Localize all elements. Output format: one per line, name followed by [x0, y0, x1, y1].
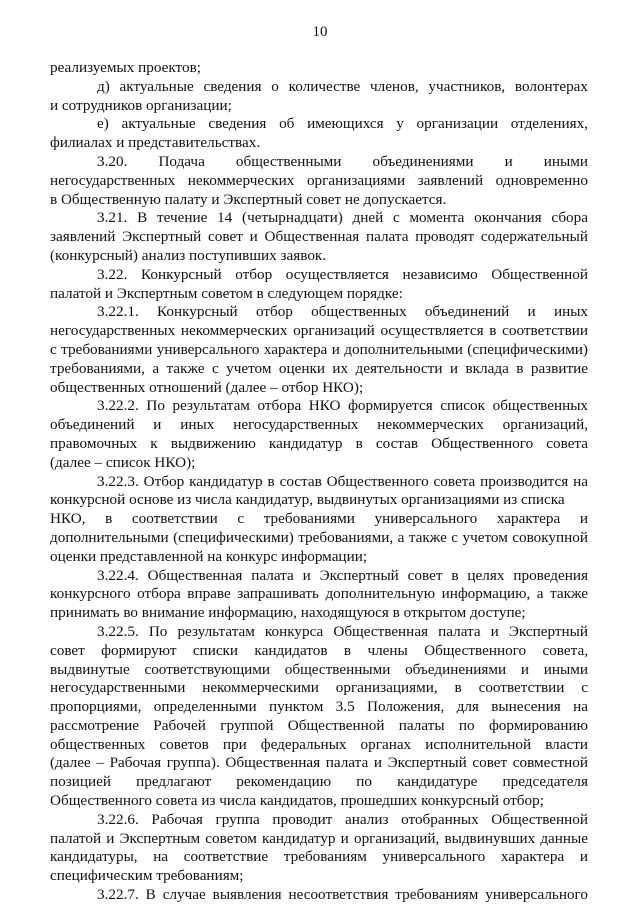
text-line: палатой и Экспертным советом кандидатур и организаций, выдвинувших данные	[50, 829, 588, 847]
text-line: негосударственных некоммерческих организациями заявлений одновременно	[50, 171, 588, 189]
text-line: 3.22.2. По результатам отбора НКО формируется список общественных	[97, 397, 588, 415]
text-line: конкурсного отбора вправе запрашивать дополнительную информацию, а также	[50, 585, 588, 603]
text-line: с требованиями универсального характера и дополнительными (специфическими)	[50, 340, 588, 358]
text-line: реализуемых проектов;	[50, 59, 201, 76]
text-line: негосударственных некоммерческих организаций осуществляется в соответствии	[50, 322, 588, 340]
text-line: в Общественную палату и Экспертный совет не допускается.	[50, 190, 447, 208]
text-line: конкурсной основе из числа кандидатур, выдвинутых организациями из списка	[50, 491, 565, 509]
text-line: заявлений Экспертный совет и Общественная палата проводят содержательный	[50, 228, 588, 246]
text-line: е) актуальные сведения об имеющихся у организации отделениях,	[97, 115, 588, 133]
text-line: 3.22.6. Рабочая группа проводит анализ отобранных Общественной	[97, 810, 588, 828]
text-line: филиалах и представительствах.	[50, 134, 261, 152]
text-line: дополнительными (специфическими) требованиями, а также с учетом совокупной	[50, 528, 588, 546]
text-line: 3.22.7. В случае выявления несоответствия требованиям универсального	[97, 886, 588, 904]
text-line: выдвинутые соответствующими общественными объединениями и иными	[50, 660, 588, 678]
text-line: оценки представленной на конкурс информации;	[50, 547, 368, 565]
text-line: общественных советов при федеральных органах исполнительной власти	[50, 735, 588, 753]
text-line: 3.22.3. Отбор кандидатур в состав Общественного совета производится на	[97, 472, 588, 490]
text-line: (далее – Рабочая группа). Общественная палата и Экспертный совет совместной	[50, 754, 588, 772]
text-line: 3.22. Конкурсный отбор осуществляется независимо Общественной	[97, 265, 588, 283]
text-line: 3.22.1. Конкурсный отбор общественных объединений и иных	[97, 303, 588, 321]
text-line: палатой и Экспертным советом в следующем порядке:	[50, 284, 403, 302]
text-line: (конкурсный) анализ поступивших заявок.	[50, 246, 327, 264]
text-line: совет формируют списки кандидатов в члены Общественного совета,	[50, 641, 588, 659]
page-number: 10	[312, 24, 328, 40]
text-line: 3.21. В течение 14 (четырнадцати) дней с момента окончания сбора	[97, 209, 588, 227]
text-line: Общественного совета из числа кандидатов, прошедших конкурсный отбор;	[50, 792, 544, 810]
text-line: требованиями, а также с учетом оценки их деятельности и вклада в развитие	[50, 359, 588, 377]
text-line: 3.22.4. Общественная палата и Экспертный совет в целях проведения	[97, 566, 588, 584]
text-line: д) актуальные сведения о количестве членов, участников, волонтерах	[97, 77, 588, 95]
text-line: принимать во внимание информацию, находящуюся в открытом доступе;	[50, 604, 526, 622]
text-line: и сотрудников организации;	[50, 96, 232, 114]
text-line: общественных отношений (далее – отбор НКО);	[50, 378, 364, 396]
text-line: специфическим требованиям;	[50, 867, 244, 885]
text-line: рассмотрение Рабочей группой Общественной палаты по формированию	[50, 716, 588, 734]
text-line: негосударственными некоммерческими организациями, в соответствии с	[50, 679, 588, 697]
text-line: объединений и иных негосударственных некоммерческих организаций,	[50, 416, 588, 434]
text-line: позицией предлагают рекомендацию по кандидатуре председателя	[50, 773, 588, 791]
text-line: 3.22.5. По результатам конкурса Общественная палата и Экспертный	[97, 622, 588, 640]
text-line: 3.20. Подача общественными объединениями и иными	[97, 152, 588, 170]
document-body	[50, 59, 588, 905]
text-line: правомочных к выдвижению кандидатур в состав Общественного совета	[50, 434, 588, 452]
text-line: кандидатуры, на соответствие требованиям универсального характера и	[50, 848, 588, 866]
text-line: НКО, в соответствии с требованиями универсального характера и	[50, 510, 588, 528]
text-line: (далее – список НКО);	[50, 453, 196, 471]
text-line: пропорциями, определенными пунктом 3.5 Положения, для вынесения на	[50, 698, 588, 716]
